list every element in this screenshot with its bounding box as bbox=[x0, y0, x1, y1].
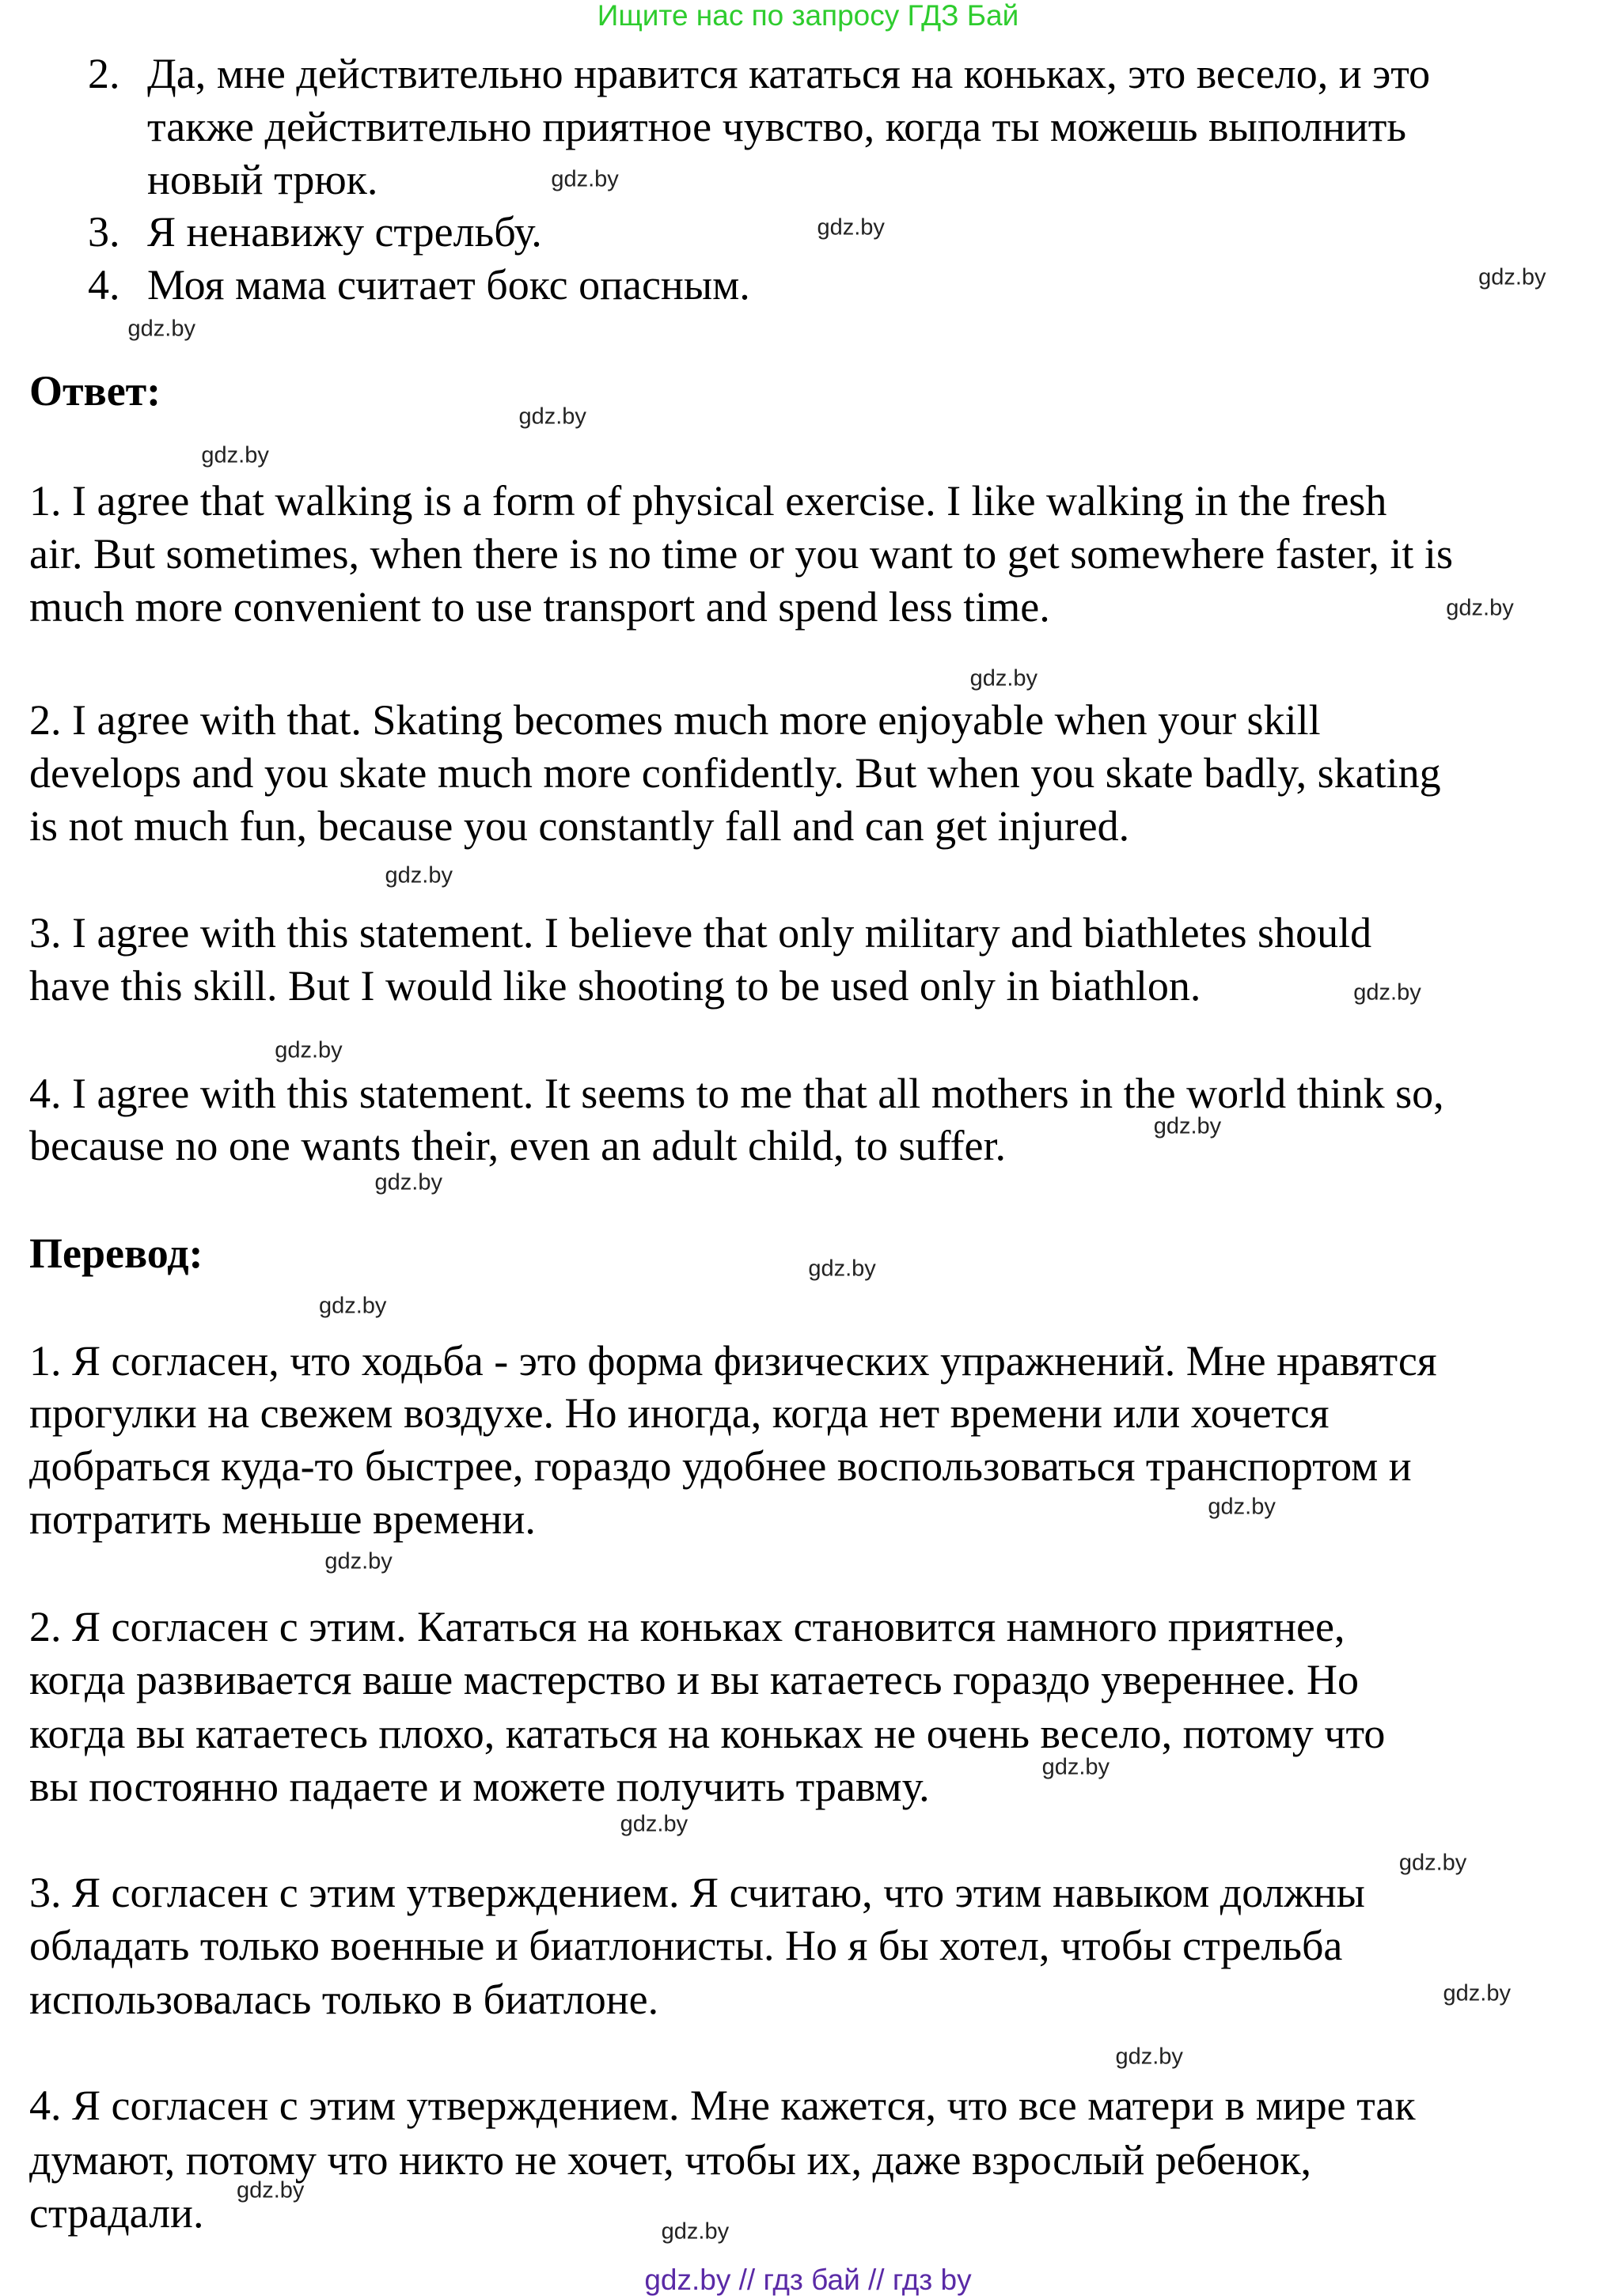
watermark: gdz.by bbox=[1153, 1113, 1222, 1139]
watermark: gdz.by bbox=[1446, 595, 1514, 621]
translation-line: думают, потому что никто не хочет, чтобы их, даже взрослый ребенок, bbox=[29, 2136, 1312, 2184]
question-number: 4. bbox=[88, 261, 120, 309]
question-number: 2. bbox=[88, 50, 120, 97]
translation-line: прогулки на свежем воздухе. Но иногда, когда нет времени или хочется bbox=[29, 1389, 1330, 1437]
answer-line: 4. I agree with this statement. It seems to me that all mothers in the world think so, bbox=[29, 1070, 1444, 1117]
answer-heading: Ответ: bbox=[29, 367, 161, 415]
answer-line: 3. I agree with this statement. I believe that only military and biathletes should bbox=[29, 909, 1372, 957]
answer-line: 2. I agree with that. Skating becomes much more enjoyable when your skill bbox=[29, 696, 1321, 744]
question-line: новый трюк. bbox=[147, 156, 378, 203]
translation-line: когда вы катаетесь плохо, кататься на коньках не очень весело, потому что bbox=[29, 1710, 1386, 1757]
translation-line: 1. Я согласен, что ходьба - это форма физических упражнений. Мне нравятся bbox=[29, 1337, 1437, 1385]
watermark: gdz.by bbox=[969, 665, 1038, 691]
answer-line: 1. I agree that walking is a form of physical exercise. I like walking in the fresh bbox=[29, 477, 1387, 525]
translation-line: когда развивается ваше мастерство и вы катаетесь гораздо увереннее. Но bbox=[29, 1656, 1359, 1703]
answer-line: is not much fun, because you constantly fall and can get injured. bbox=[29, 802, 1130, 850]
watermark: gdz.by bbox=[374, 1169, 442, 1195]
watermark: gdz.by bbox=[1478, 264, 1546, 290]
search-banner: Ищите нас по запросу ГДЗ Бай bbox=[597, 0, 1019, 32]
translation-heading: Перевод: bbox=[29, 1229, 203, 1277]
translation-line: 3. Я согласен с этим утверждением. Я считаю, что этим навыком должны bbox=[29, 1869, 1365, 1916]
translation-line: страдали. bbox=[29, 2189, 204, 2237]
question-line: Да, мне действительно нравится кататься на коньках, это весело, и это bbox=[147, 50, 1431, 97]
answer-line: develops and you skate much more confidently. But when you skate badly, skating bbox=[29, 749, 1441, 797]
watermark: gdz.by bbox=[127, 316, 195, 342]
question-line: Моя мама считает бокс опасным. bbox=[147, 261, 750, 309]
answer-line: air. But sometimes, when there is no time or you want to get somewhere faster, it is bbox=[29, 530, 1453, 578]
watermark: gdz.by bbox=[385, 862, 453, 888]
watermark: gdz.by bbox=[318, 1293, 387, 1319]
watermark: gdz.by bbox=[236, 2177, 305, 2203]
translation-line: 2. Я согласен с этим. Кататься на коньках становится намного приятнее, bbox=[29, 1603, 1345, 1650]
translation-line: обладать только военные и биатлонисты. Но я бы хотел, чтобы стрельба bbox=[29, 1922, 1343, 1969]
watermark: gdz.by bbox=[620, 1811, 689, 1837]
watermark: gdz.by bbox=[1115, 2044, 1183, 2070]
watermark: gdz.by bbox=[1443, 1980, 1512, 2006]
watermark: gdz.by bbox=[1041, 1754, 1110, 1780]
answer-line: much more convenient to use transport and spend less time. bbox=[29, 583, 1050, 631]
translation-line: добраться куда-то быстрее, гораздо удобнее воспользоваться транспортом и bbox=[29, 1442, 1412, 1490]
watermark: gdz.by bbox=[518, 404, 586, 430]
translation-line: использовалась только в биатлоне. bbox=[29, 1976, 659, 2023]
watermark: gdz.by bbox=[1208, 1494, 1276, 1520]
answer-line: because no one wants their, even an adult child, to suffer. bbox=[29, 1122, 1006, 1169]
watermark: gdz.by bbox=[1353, 979, 1421, 1006]
watermark: gdz.by bbox=[808, 1256, 876, 1282]
question-number: 3. bbox=[88, 208, 120, 256]
watermark: gdz.by bbox=[201, 442, 269, 468]
watermark: gdz.by bbox=[817, 214, 885, 241]
watermark: gdz.by bbox=[324, 1548, 393, 1574]
watermark: gdz.by bbox=[275, 1037, 343, 1063]
watermark: gdz.by bbox=[661, 2218, 730, 2245]
watermark: gdz.by bbox=[1398, 1850, 1467, 1876]
question-line: также действительно приятное чувство, когда ты можешь выполнить bbox=[147, 103, 1406, 150]
footer-links: gdz.by // гдз бай // гдз by bbox=[644, 2264, 972, 2296]
translation-line: 4. Я согласен с этим утверждением. Мне кажется, что все матери в мире так bbox=[29, 2082, 1416, 2129]
translation-line: вы постоянно падаете и можете получить травму. bbox=[29, 1763, 930, 1810]
translation-line: потратить меньше времени. bbox=[29, 1495, 536, 1543]
answer-line: have this skill. But I would like shooting to be used only in biathlon. bbox=[29, 962, 1201, 1010]
question-line: Я ненавижу стрельбу. bbox=[147, 208, 542, 256]
watermark: gdz.by bbox=[551, 166, 619, 192]
